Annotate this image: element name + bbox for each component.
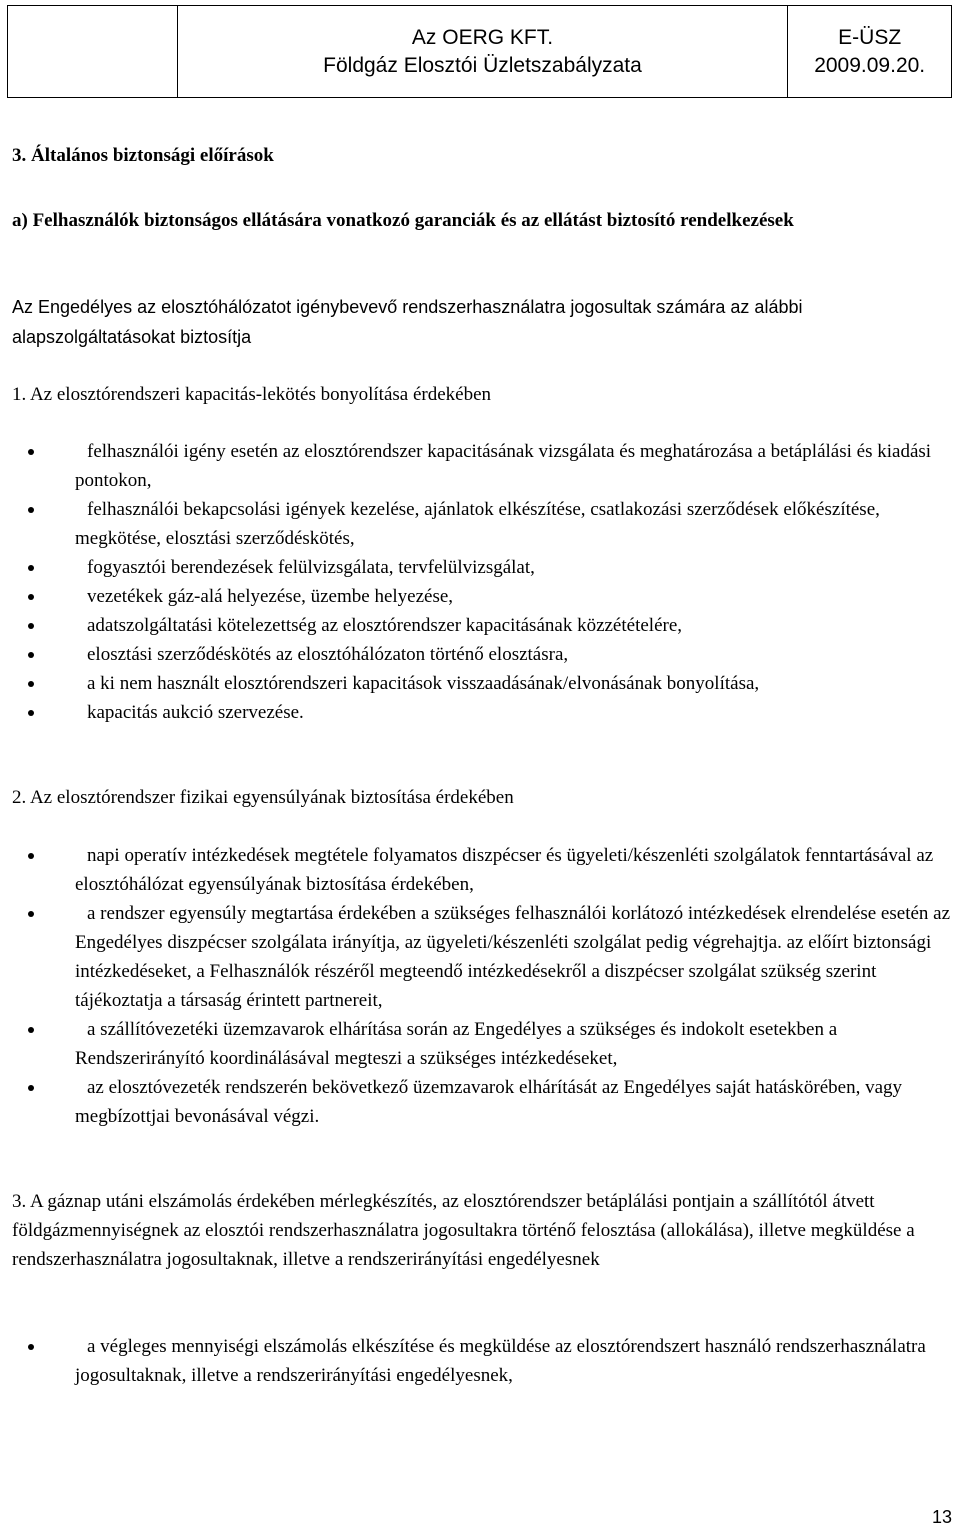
- list-item: kapacitás aukció szervezése.: [12, 698, 955, 727]
- page-number: 13: [931, 1507, 952, 1527]
- list-item: felhasználói bekapcsolási igények kezelése, ajánlatok elkészítése, csatlakozási szerződések előkészítése, megkötése, elosztási szerződéskötés,: [12, 495, 955, 553]
- subsection-a-heading: a) Felhasználók biztonságos ellátására vonatkozó garanciák és az ellátást biztosító rendelkezések: [12, 210, 794, 231]
- list-item: fogyasztói berendezések felülvizsgálata, tervfelülvizsgálat,: [12, 553, 955, 582]
- list-item: a szállítóvezetéki üzemzavarok elhárítása során az Engedélyes a szükséges és indokolt esetekben a Rendszerirányító koordinálásával megteszi a szükséges intézkedéseket,: [12, 1015, 955, 1073]
- list-item: a ki nem használt elosztórendszeri kapacitások visszaadásának/elvonásának bonyolítása,: [12, 669, 955, 698]
- list-item: elosztási szerződéskötés az elosztóhálózaton történő elosztásra,: [12, 640, 955, 669]
- list-item: az elosztóvezeték rendszerén bekövetkező üzemzavarok elhárítását az Engedélyes saját hatáskörében, vagy megbízottjai bevonásával végzi.: [12, 1073, 955, 1131]
- header-date: 2009.09.20.: [814, 53, 926, 77]
- header-title-cell: [178, 6, 789, 97]
- header-code-cell: [788, 6, 951, 97]
- list-item: adatszolgáltatási kötelezettség az elosztórendszer kapacitásának közzétételére,: [12, 611, 955, 640]
- item3-heading: 3. A gáznap utáni elszámolás érdekében mérlegkészítés, az elosztórendszer betáplálási pontjain a szállítótól átvett földgázmennyiségnek az elosztói rendszerhasználatra jogosultakra történő felosztása (allokálása), illetve megküldése a rendszerhasználatra jogosultaknak, illetve a rendszerirányítási engedélyesnek: [12, 1191, 915, 1270]
- header-code: E-ÜSZ: [838, 26, 902, 50]
- intro-paragraph: Az Engedélyes az elosztóhálózatot igénybevevő rendszerhasználatra jogosultak számára az alábbi alapszolgáltatásokat biztosítja: [12, 297, 803, 347]
- header-company: Az OERG KFT.: [411, 26, 554, 50]
- page-header: [7, 5, 952, 98]
- header-logo-cell: [8, 6, 178, 97]
- item1-heading: 1. Az elosztórendszeri kapacitás-lekötés bonyolítása érdekében: [12, 384, 492, 405]
- item1-bullet-list: [12, 437, 955, 727]
- list-item: napi operatív intézkedések megtétele folyamatos diszpécser és ügyeleti/készenléti szolgálatok fenntartásával az elosztóhálózat egyensúlyának biztosítása érdekében,: [12, 841, 955, 899]
- item3-bullet-list: [12, 1332, 955, 1390]
- list-item: a rendszer egyensúly megtartása érdekében a szükséges felhasználói korlátozó intézkedések elrendelése esetén az Engedélyes diszpécser szolgálata irányítja, az ügyeleti/készenléti szolgálat pedig végrehajtja. az előírt biztonsági intézkedéseket, a Felhasználók részéről megteendő intézkedésekről a diszpécser szolgálat szükség szerint tájékoztatja a társaság érintett partnereit,: [12, 899, 955, 1015]
- item2-bullet-list: [12, 841, 955, 1131]
- section-title: 3. Általános biztonsági előírások: [12, 145, 274, 166]
- item2-heading: 2. Az elosztórendszer fizikai egyensúlyának biztosítása érdekében: [12, 787, 514, 808]
- list-item: felhasználói igény esetén az elosztórendszer kapacitásának vizsgálata és meghatározása a betáplálási és kiadási pontokon,: [12, 437, 955, 495]
- header-doc-title: Földgáz Elosztói Üzletszabályzata: [323, 53, 642, 77]
- list-item: vezetékek gáz-alá helyezése, üzembe helyezése,: [12, 582, 955, 611]
- list-item: a végleges mennyiségi elszámolás elkészítése és megküldése az elosztórendszert használó rendszerhasználatra jogosultaknak, illetve a rendszerirányítási engedélyesnek,: [12, 1332, 955, 1390]
